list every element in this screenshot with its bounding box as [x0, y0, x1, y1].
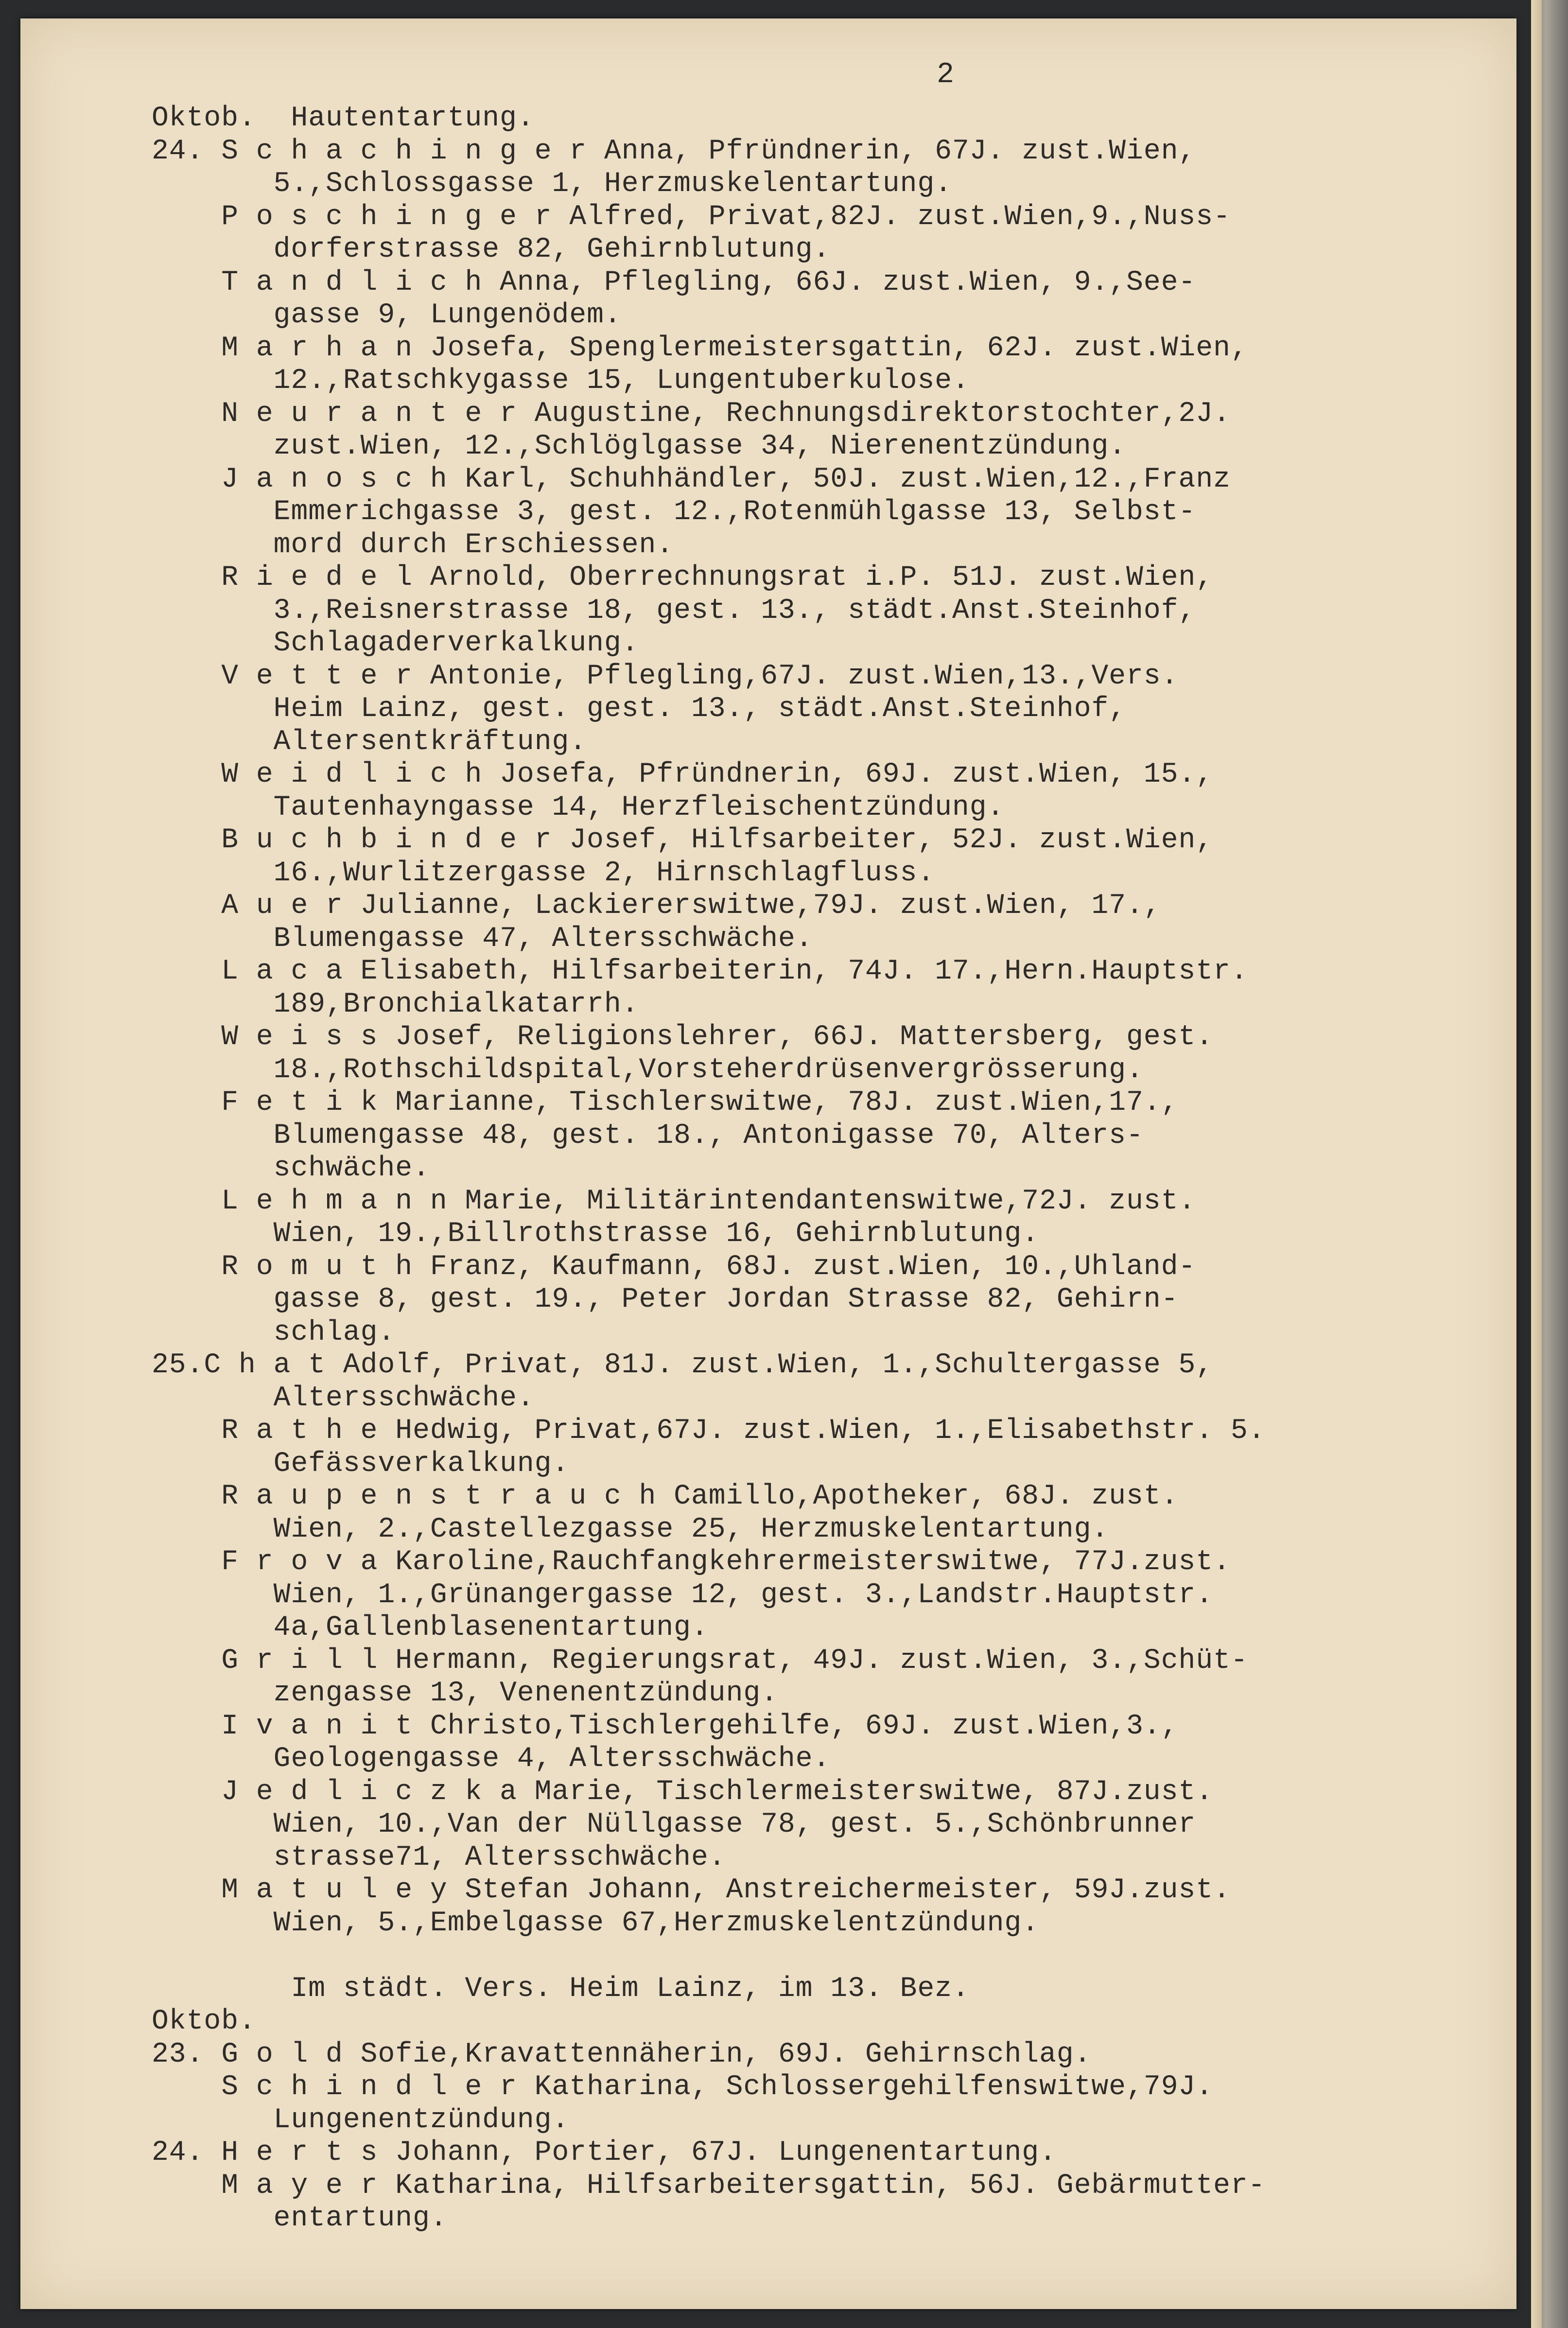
typewritten-text: [152, 102, 1522, 2235]
text-line: Im städt. Vers. Heim Lainz, im 13. Bez.: [152, 1973, 970, 2005]
text-line: V e t t e r Antonie, Pflegling,67J. zust.Wien,13.,Vers.: [152, 660, 1179, 692]
text-line: L a c a Elisabeth, Hilfsarbeiterin, 74J. 17.,Hern.Hauptstr.: [152, 956, 1248, 987]
text-line: zust.Wien, 12.,Schlöglgasse 34, Nierenentzündung.: [152, 431, 1127, 462]
text-line: Wien, 10.,Van der Nüllgasse 78, gest. 5.,Schönbrunner: [152, 1809, 1196, 1840]
text-line: W e i d l i c h Josefa, Pfründnerin, 69J. zust.Wien, 15.,: [152, 759, 1214, 790]
text-line: P o s c h i n g e r Alfred, Privat,82J. zust.Wien,9.,Nuss-: [152, 201, 1231, 233]
document-page: [20, 18, 1516, 2309]
text-line: Wien, 19.,Billrothstrasse 16, Gehirnblutung.: [152, 1218, 1040, 1250]
text-line: S c h i n d l e r Katharina, Schlossergehilfenswitwe,79J.: [152, 2071, 1214, 2103]
text-line: 23. G o l d Sofie,Kravattennäherin, 69J. Gehirnschlag.: [152, 2038, 1092, 2070]
text-line: gasse 8, gest. 19., Peter Jordan Strasse 82, Gehirn-: [152, 1284, 1179, 1315]
text-line: dorferstrasse 82, Gehirnblutung.: [152, 234, 831, 265]
page-fold: [1531, 0, 1542, 2328]
text-line: M a t u l e y Stefan Johann, Anstreichermeister, 59J.zust.: [152, 1874, 1231, 1906]
text-line: 5.,Schlossgasse 1, Herzmuskelentartung.: [152, 168, 953, 200]
text-line: Gefässverkalkung.: [152, 1448, 570, 1480]
text-line: mord durch Erschiessen.: [152, 529, 674, 561]
text-line: 24. S c h a c h i n g e r Anna, Pfründnerin, 67J. zust.Wien,: [152, 135, 1196, 167]
text-line: 25.C h a t Adolf, Privat, 81J. zust.Wien, 1.,Schultergasse 5,: [152, 1349, 1214, 1381]
text-line: Oktob.: [152, 2006, 256, 2037]
text-line: R i e d e l Arnold, Oberrechnungsrat i.P. 51J. zust.Wien,: [152, 562, 1214, 594]
text-line: F e t i k Marianne, Tischlerswitwe, 78J. zust.Wien,17.,: [152, 1087, 1179, 1119]
text-line: Wien, 2.,Castellezgasse 25, Herzmuskelentartung.: [152, 1513, 1109, 1545]
text-line: Blumengasse 47, Altersschwäche.: [152, 923, 813, 955]
text-line: R a t h e Hedwig, Privat,67J. zust.Wien, 1.,Elisabethstr. 5.: [152, 1415, 1266, 1447]
text-line: 24. H e r t s Johann, Portier, 67J. Lungenentartung.: [152, 2137, 1057, 2169]
text-line: Altersentkräftung.: [152, 726, 587, 758]
text-line: Geologengasse 4, Altersschwäche.: [152, 1743, 831, 1775]
text-line: L e h m a n n Marie, Militärintendantenswitwe,72J. zust.: [152, 1185, 1196, 1217]
text-line: Blumengasse 48, gest. 18., Antonigasse 70, Alters-: [152, 1120, 1144, 1152]
text-line: Wien, 1.,Grünangergasse 12, gest. 3.,Landstr.Hauptstr.: [152, 1579, 1214, 1611]
text-line: J e d l i c z k a Marie, Tischlermeisterswitwe, 87J.zust.: [152, 1776, 1214, 1808]
text-line: Schlagaderverkalkung.: [152, 628, 639, 659]
text-line: 4a,Gallenblasenentartung.: [152, 1612, 709, 1644]
text-line: 16.,Wurlitzergasse 2, Hirnschlagfluss.: [152, 857, 935, 889]
text-line: B u c h b i n d e r Josef, Hilfsarbeiter, 52J. zust.Wien,: [152, 824, 1214, 856]
text-line: M a r h a n Josefa, Spenglermeistersgattin, 62J. zust.Wien,: [152, 332, 1248, 364]
text-line: M a y e r Katharina, Hilfsarbeitersgattin, 56J. Gebärmutter-: [152, 2170, 1266, 2202]
page-number: 2: [937, 58, 955, 91]
text-line: Heim Lainz, gest. gest. 13., städt.Anst.Steinhof,: [152, 693, 1127, 725]
text-line: entartung.: [152, 2203, 448, 2234]
text-line: strasse71, Altersschwäche.: [152, 1841, 726, 1873]
text-line: Lungenentzündung.: [152, 2104, 570, 2136]
blank-line: [152, 1940, 1522, 1973]
text-line: Tautenhayngasse 14, Herzfleischentzündung.: [152, 791, 1005, 823]
text-line: schlag.: [152, 1316, 396, 1348]
text-line: zengasse 13, Venenentzündung.: [152, 1678, 779, 1709]
text-line: T a n d l i c h Anna, Pflegling, 66J. zust.Wien, 9.,See-: [152, 266, 1196, 298]
text-line: F r o v a Karoline,Rauchfangkehrermeisterswitwe, 77J.zust.: [152, 1546, 1231, 1578]
text-line: N e u r a n t e r Augustine, Rechnungsdirektorstochter,2J.: [152, 398, 1231, 430]
text-line: schwäche.: [152, 1153, 430, 1184]
text-line: 12.,Ratschkygasse 15, Lungentuberkulose.: [152, 365, 970, 397]
text-line: J a n o s c h Karl, Schuhhändler, 50J. zust.Wien,12.,Franz: [152, 463, 1231, 495]
text-line: W e i s s Josef, Religionslehrer, 66J. Mattersberg, gest.: [152, 1021, 1214, 1053]
text-line: Altersschwäche.: [152, 1382, 535, 1414]
text-line: gasse 9, Lungenödem.: [152, 299, 622, 331]
text-line: 189,Bronchialkatarrh.: [152, 988, 639, 1020]
adjacent-page-edge: [1531, 0, 1568, 2328]
text-line: Wien, 5.,Embelgasse 67,Herzmuskelentzündung.: [152, 1907, 1040, 1939]
text-line: R a u p e n s t r a u c h Camillo,Apotheker, 68J. zust.: [152, 1481, 1179, 1512]
text-line: R o m u t h Franz, Kaufmann, 68J. zust.Wien, 10.,Uhland-: [152, 1251, 1196, 1283]
text-line: G r i l l Hermann, Regierungsrat, 49J. zust.Wien, 3.,Schüt-: [152, 1645, 1248, 1677]
text-line: I v a n i t Christo,Tischlergehilfe, 69J. zust.Wien,3.,: [152, 1710, 1179, 1742]
text-line: Oktob. Hautentartung.: [152, 103, 535, 134]
text-line: A u e r Julianne, Lackiererswitwe,79J. zust.Wien, 17.,: [152, 890, 1161, 922]
text-line: Emmerichgasse 3, gest. 12.,Rotenmühlgasse 13, Selbst-: [152, 496, 1196, 528]
text-line: 3.,Reisnerstrasse 18, gest. 13., städt.Anst.Steinhof,: [152, 595, 1196, 627]
text-line: 18.,Rothschildspital,Vorsteherdrüsenvergrösserung.: [152, 1054, 1144, 1086]
